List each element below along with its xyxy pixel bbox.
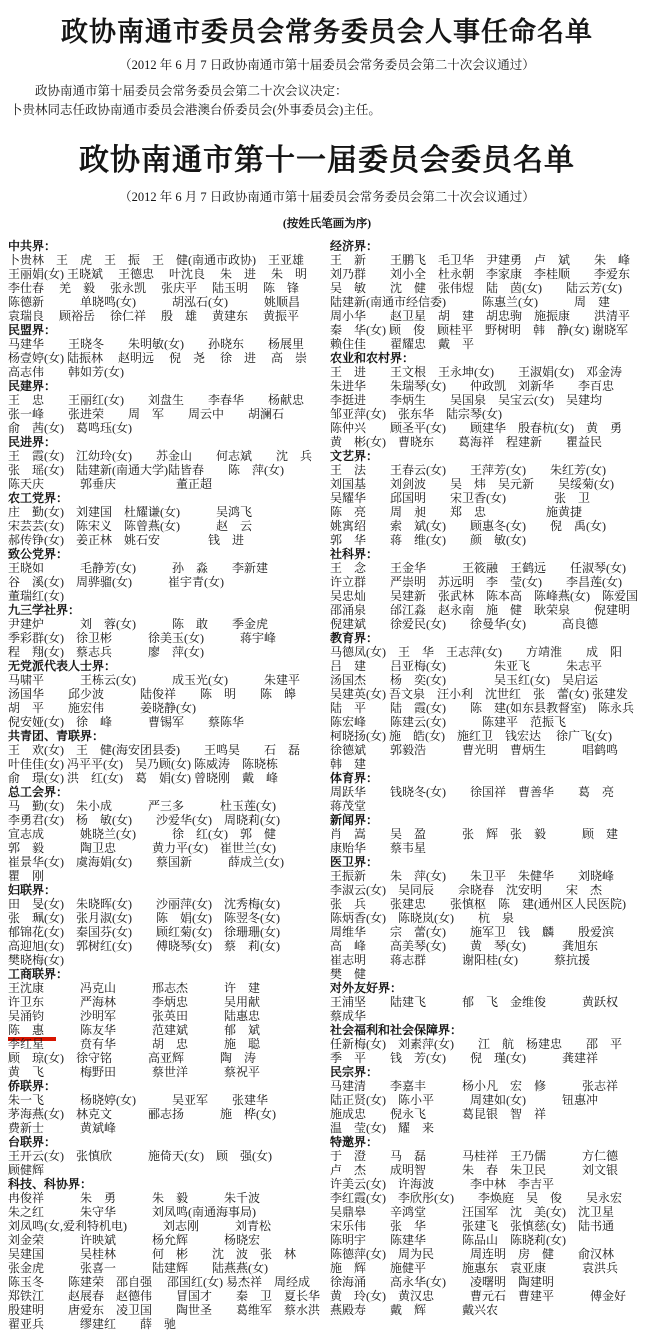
- name-row: 陈明宇 陈建华 陈品山 陈晓莉(女): [330, 1233, 566, 1247]
- name-row: 李红星 贲有华 胡 忠 施 聪: [8, 1037, 261, 1051]
- name-row: 肖 嵩 吴 盈 张 辉 张 毅 顾 建: [330, 827, 619, 841]
- category-header: 新闻界：: [330, 813, 379, 827]
- name-row: 刘金荣 许映斌 杨允辉 杨晓宏: [8, 1233, 261, 1247]
- name-row: 张 瑶(女) 陆建新(南通大学)陆皆春 陈 萍(女): [8, 463, 284, 477]
- name-row: 高 峰 高美琴(女) 黄 琴(女) 龚旭东: [330, 939, 598, 953]
- name-row: 卢 杰 成明智 朱 春 朱卫民 刘文银: [330, 1163, 619, 1177]
- name-row: 王 进 王文根 王永坤(女) 王淑娟(女) 邓金涛: [330, 365, 622, 379]
- category-section: [330, 1135, 650, 1317]
- name-row: 郭 华 蒋 维(女) 颜 敏(女): [330, 533, 526, 547]
- name-row: 陆正贤(女) 陈小平 周建如(女) 钮惠冲: [330, 1093, 598, 1107]
- name-row: 温 莹(女) 耀 来: [330, 1121, 434, 1135]
- name-row: 吴 敏 沈 健 张伟煜 陆 茵(女) 陆云芳(女): [330, 281, 622, 295]
- name-row: 俞 茜(女) 葛鸣珏(女): [8, 421, 132, 435]
- member-list-title: 政协南通市第十一届委员会委员名单: [79, 144, 575, 177]
- name-row: 燕殿寿 戴 辉 戴兴农: [330, 1303, 499, 1317]
- category-section: [8, 785, 330, 883]
- name-row: 倪建斌 徐爱民(女) 徐曼华(女) 高良德: [330, 617, 598, 631]
- name-row: 季 平 钱 芳(女) 倪 瑾(女) 龚建祥: [330, 1051, 598, 1065]
- name-row: 周小华 赵卫星 胡 建 胡忠驹 施振康 洪清平: [330, 309, 631, 323]
- name-row: 邵涌泉 邰江淼 赵永南 施 健 耿荣泉 倪建明: [330, 603, 631, 617]
- name-row: 陈 惠 陈友华 范建斌 郁 斌: [8, 1023, 330, 1037]
- appointment-content-line: 卜贵林同志任政协南通市委员会港澳台侨委员会(外事委员会)主任。: [10, 103, 381, 117]
- member-list-subtitle: （2012 年 6 月 7 日政协南通市第十届委员会常务委员会第二十次会议通过）: [119, 190, 535, 204]
- name-row: 郝传铮(女) 姜正林 姚石安 钱 进: [8, 533, 244, 547]
- category-section: [8, 491, 330, 547]
- name-row: 陈 亮 周 昶 郑 忠 施黄捷: [330, 505, 583, 519]
- name-row: 吴建英(女) 吾文泉 汪小利 沈世红 张 蕾(女) 张建发: [330, 687, 628, 701]
- name-row: 胡 平 施宏伟 姜晓静(女): [8, 701, 196, 715]
- category-header: 致公党界：: [8, 547, 69, 561]
- name-row: 徐海涌 高永华(女) 凌曙明 陶建明: [330, 1275, 554, 1289]
- category-section: [8, 659, 330, 729]
- name-row: 陈德萍(女) 周为民 周连明 房 健 俞汉林: [330, 1247, 614, 1261]
- category-header: 无党派代表人士界：: [8, 659, 117, 673]
- name-row: 陈德新 单晓鸣(女) 胡泓石(女) 姚顺昌: [8, 295, 300, 309]
- name-row: 郑铁江 赵展春 赵德伟 冒国才 秦 卫 夏长华: [8, 1289, 321, 1303]
- name-row: 费新士 黄斌峰: [8, 1121, 117, 1135]
- name-row: 冉俊祥 朱 勇 朱 毅 朱千波: [8, 1191, 261, 1205]
- category-header: 中共界：: [8, 239, 57, 253]
- category-section: [330, 351, 650, 449]
- category-section: [330, 239, 650, 351]
- name-row: 马德凤(女) 王 华 王志萍(女) 方靖淮 成 阳: [330, 645, 622, 659]
- name-row: 叶佳佳(女) 冯平平(女) 吴乃顾(女) 陈威涛 陈晓栋: [8, 757, 278, 771]
- name-row: 李淑云(女) 吴同辰 佘晓春 沈安明 宋 杰: [330, 883, 602, 897]
- name-row: 赖住佳 翟耀忠 戴 平: [330, 337, 475, 351]
- name-row: 李红霞(女) 李欣彤(女) 李焕庭 吴 俊 吴永宏: [330, 1191, 622, 1205]
- name-row: 周跃华 钱晓冬(女) 徐国祥 曹善华 葛 亮: [330, 785, 614, 799]
- category-header: 民盟界：: [8, 323, 57, 337]
- category-header: 农业和农村界：: [330, 351, 415, 365]
- category-section: [330, 449, 650, 547]
- name-row: 郭 毅 陶卫忠 黄力平(女) 崔世兰(女): [8, 841, 276, 855]
- highlighted-name: 陈 惠: [8, 1023, 56, 1041]
- name-row: 王开云(女) 张慎欣 施倚天(女) 顾 强(女): [8, 1149, 272, 1163]
- name-row: 王晓如 毛静芳(女) 孙 淼 李新建: [8, 561, 268, 575]
- name-row: 王 新 王鹏飞 毛卫华 尹建勇 卢 斌 朱 峰: [330, 253, 631, 267]
- name-row: 蔡成华: [330, 1009, 367, 1023]
- category-section: [8, 379, 330, 435]
- category-section: [8, 1135, 330, 1177]
- category-section: [8, 323, 330, 379]
- category-section: [330, 1065, 650, 1135]
- category-header: 共青团、青联界：: [8, 729, 105, 743]
- name-row: 蒋茂堂: [330, 799, 367, 813]
- name-row: 邹亚萍(女) 张东华 陆宗琴(女): [330, 407, 502, 421]
- name-row: 朱之红 朱守华 刘凤鸣(南通海事局): [8, 1205, 256, 1219]
- category-header: 医卫界：: [330, 855, 379, 869]
- category-header: 特邀界：: [330, 1135, 379, 1149]
- category-header: 总工会界：: [8, 785, 69, 799]
- category-header: 台联界：: [8, 1135, 57, 1149]
- category-section: [8, 729, 330, 785]
- right-column: [330, 239, 650, 1317]
- category-section: [8, 547, 330, 603]
- name-row: 谷 溪(女) 周骅骝(女) 崔宇青(女): [8, 575, 224, 589]
- name-row: 张金虎 张喜一 陆建辉 陆燕燕(女): [8, 1261, 268, 1275]
- category-header: 体育界：: [330, 771, 379, 785]
- category-section: [8, 1079, 330, 1135]
- name-row: 崔景华(女) 虞海娟(女) 蔡国新 薛成兰(女): [8, 855, 284, 869]
- name-row: 施成忠 倪永飞 葛昆银 智 祥: [330, 1107, 547, 1121]
- name-row: 陆建新(南通市经信委) 陈惠兰(女) 周 建: [330, 295, 610, 309]
- category-header: 九三学社界：: [8, 603, 81, 617]
- name-row: 许立群 严崇明 苏远明 李 莹(女) 李昌莲(女): [330, 575, 622, 589]
- name-row: 高志伟 韩如芳(女): [8, 365, 124, 379]
- name-row: 姚寓绍 索 斌(女) 顾惠冬(女) 倪 禹(女): [330, 519, 606, 533]
- name-row: 刘凤鸣(女,爱利特机电) 刘志刚 刘青松: [8, 1219, 271, 1233]
- left-column: [8, 239, 330, 1331]
- category-header: 妇联界：: [8, 883, 57, 897]
- name-row: 于 澄 马 磊 马桂祥 王乃儒 方仁德: [330, 1149, 619, 1163]
- category-header: 农工党界：: [8, 491, 69, 505]
- name-row: 黄 玲(女) 黄汉忠 曹元石 曹建平 傅金好: [330, 1289, 626, 1303]
- name-list-columns: [8, 239, 646, 1331]
- category-section: [330, 855, 650, 981]
- name-row: 顾健辉: [8, 1163, 45, 1177]
- name-row: 张 兵 张建忠 张慎枢 陈 建(通州区人民医院): [330, 897, 626, 911]
- category-header: 民建界：: [8, 379, 57, 393]
- name-row: 吴涌钧 沙明军 张英田 陆惠忠: [8, 1009, 261, 1023]
- name-row: 柯晓扬(女) 施 皓(女) 施红卫 钱宏达 徐广飞(女): [330, 729, 612, 743]
- category-header: 民宗界：: [330, 1065, 379, 1079]
- name-row: 殷建明 唐爱东 凌卫国 陶世圣 葛维军 蔡水洪: [8, 1303, 321, 1317]
- category-header: 侨联界：: [8, 1079, 57, 1093]
- name-row: 吴耀华 邱国明 宋卫香(女) 张 卫: [330, 491, 590, 505]
- category-header: 工商联界：: [8, 967, 69, 981]
- name-row: 顾 琼(女) 徐守铭 高亚辉 陶 涛: [8, 1051, 256, 1065]
- name-row: 张一峰 张进荣 周 军 周云中 胡澜石: [8, 407, 285, 421]
- category-header: 教育界：: [330, 631, 379, 645]
- name-row: 汤国华 邱少波 陆俊祥 陈 明 陈 皞: [8, 687, 297, 701]
- name-row: 韩 建: [330, 757, 367, 771]
- name-row: 卜贵林 王 虎 王 振 王 健(南通市政协) 王亚雄: [8, 253, 304, 267]
- name-row: 宋芸芸(女) 陈宋义 陈曾燕(女) 赵 云: [8, 519, 252, 533]
- name-row: 庄 勤(女) 刘建国 杜耀谦(女) 吴鸿飞: [8, 505, 252, 519]
- name-row: 马建华 王晓冬 朱明敏(女) 孙晓东 杨展里: [8, 337, 304, 351]
- name-row: 宋乐伟 张 华 张建飞 张慎慈(女) 陆书通: [330, 1219, 614, 1233]
- name-row: 周维华 宗 蕾(女) 施军卫 钱 麟 殷爱滨: [330, 925, 614, 939]
- category-section: [330, 1023, 650, 1065]
- name-row: 陈宏峰 陈建云(女) 陈建平 范振飞: [330, 715, 566, 729]
- name-row: 董瑞红(女): [8, 589, 64, 603]
- name-row: 田 旻(女) 朱晓晖(女) 沙丽萍(女) 沈秀梅(女): [8, 897, 280, 911]
- appointment-subtitle: （2012 年 6 月 7 日政协南通市第十届委员会常务委员会第二十次会议通过）: [119, 58, 535, 72]
- name-row: 瞿 刚: [8, 869, 45, 883]
- name-row: 王丽娟(女) 王晓斌 王德忠 叶沈良 朱 进 朱 明: [8, 267, 307, 281]
- name-row: 樊晓梅(女): [8, 953, 64, 967]
- category-header: 对外友好界：: [330, 981, 403, 995]
- category-header: 社会福利和社会保障界：: [330, 1023, 463, 1037]
- name-row: 许卫东 严海林 李炳忠 吴用献: [8, 995, 261, 1009]
- name-row: 王 忠 王丽红(女) 刘盘生 李春华 杨献忠: [8, 393, 304, 407]
- name-row: 刘乃群 刘小全 杜永朝 李家康 李桂顺 李爱东: [330, 267, 631, 281]
- name-row: 季彩群(女) 徐卫彬 徐美玉(女) 蒋宇峰: [8, 631, 276, 645]
- name-row: 李仕春 羌 毅 张永凯 张庆平 陆玉明 陈 锋: [8, 281, 300, 295]
- category-section: [330, 547, 650, 631]
- name-row: 王 霞(女) 江幼玲(女) 苏金山 何志斌 沈 兵: [8, 449, 312, 463]
- category-section: [8, 883, 330, 967]
- category-section: [330, 813, 650, 855]
- name-row: 陈天庆 郭垂庆 董正超: [8, 477, 213, 491]
- appointment-decision-line: 政协南通市第十届委员会常务委员会第二十次会议决定：: [35, 84, 348, 98]
- name-row: 王浦坚 陆建飞 郁 飞 金维俊 黄跃权: [330, 995, 619, 1009]
- name-row: 郁锦花(女) 秦国芬(女) 顾红菊(女) 徐珊珊(女): [8, 925, 280, 939]
- name-row: 任新梅(女) 刘素萍(女) 江 航 杨建忠 邵 平: [330, 1037, 622, 1051]
- name-row: 马建清 李嘉丰 杨小凡 宏 修 张志祥: [330, 1079, 619, 1093]
- name-row: 许美云(女) 许海波 李中林 李吉平: [330, 1177, 554, 1191]
- name-row: 王沈康 冯克山 邢志杰 许 建: [8, 981, 261, 995]
- name-row: 李勇君(女) 杨 敏(女) 沙爱华(女) 周晓莉(女): [8, 813, 280, 827]
- name-row: 吕 建 吕亚梅(女) 朱亚飞 朱志平: [330, 659, 602, 673]
- name-row: 高迎旭(女) 郭树红(女) 傅晓琴(女) 蔡 莉(女): [8, 939, 280, 953]
- name-row: 刘国基 刘剑波 吴 炜 吴元新 吴绥菊(女): [330, 477, 614, 491]
- category-header: 文艺界：: [330, 449, 379, 463]
- name-row: 尹建炉 刘 蓉(女) 陈 敢 季金虎: [8, 617, 268, 631]
- sort-order-note: (按姓氏笔画为序): [282, 218, 372, 230]
- name-row: 袁瑞良 顾裕岳 徐仁祥 殷 雄 黄建东 黄振平: [8, 309, 300, 323]
- name-row: 陈玉冬 陈建荣 邵自强 邵国红(女) 易杰祥 周经成: [8, 1275, 310, 1289]
- category-section: [8, 239, 330, 323]
- name-row: 张 珮(女) 张月淑(女) 陈 娟(女) 陈翌冬(女): [8, 911, 280, 925]
- name-row: 李挺进 李炳生 吴国泉 吴宝云(女) 吴建均: [330, 393, 602, 407]
- category-section: [330, 981, 650, 1023]
- name-row: 陈炳香(女) 陈晓岚(女) 杭 泉: [330, 911, 514, 925]
- category-section: [8, 1177, 330, 1331]
- name-row: 茅海燕(女) 林克文 郦志扬 施 桦(女): [8, 1107, 276, 1121]
- name-row: 朱进华 朱瑞琴(女) 仲政凯 刘新华 李百忠: [330, 379, 614, 393]
- category-section: [330, 631, 650, 771]
- name-row: 吴建国 吴桂林 何 彬 沈 波 张 林: [8, 1247, 297, 1261]
- category-section: [330, 771, 650, 813]
- name-row: 秦 华(女) 顾 俊 顾桂平 野树明 韩 静(女) 谢晓军: [330, 323, 628, 337]
- name-row: 康贻华 蔡韦星: [330, 841, 427, 855]
- name-row: 朱一飞 杨晓婷(女) 吴亚军 张建华: [8, 1093, 268, 1107]
- category-header: 民进界：: [8, 435, 57, 449]
- name-row: 黄 飞 梅野田 蔡世洋 蔡祝平: [8, 1065, 261, 1079]
- name-row: 王振新 朱 萍(女) 朱卫平 朱健华 刘晓峰: [330, 869, 614, 883]
- name-row: 吴忠灿 吴建新 张武林 陈本高 陈峰燕(女) 陈爱国: [330, 589, 638, 603]
- name-row: 施 辉 施健平 施惠东 袁亚康 袁洪兵: [330, 1261, 619, 1275]
- name-row: 倪安娅(女) 徐 峰 曹锡军 蔡陈华: [8, 715, 244, 729]
- name-row: 汤国杰 杨 奕(女) 吴玉红(女) 吴启运: [330, 673, 598, 687]
- name-row: 吴鼎皋 辛鸿堂 汪国军 沈 美(女) 沈卫星: [330, 1205, 614, 1219]
- name-row: 马啸平 王栋云(女) 成玉光(女) 朱建平: [8, 673, 300, 687]
- name-row: 徐德斌 郭毅浩 曹光明 曹炳生 唱鹤鸣: [330, 743, 619, 757]
- category-section: [8, 603, 330, 659]
- category-section: [8, 967, 330, 1079]
- name-row: 王 法 王春云(女) 王萍芳(女) 朱红芳(女): [330, 463, 606, 477]
- category-section: [8, 435, 330, 491]
- name-row: 樊 健: [330, 967, 367, 981]
- appointment-title: 政协南通市委员会常务委员会人事任命名单: [61, 17, 593, 47]
- category-header: 经济界：: [330, 239, 379, 253]
- name-row: 崔志明 蒋志群 谢阳桂(女) 蔡抗援: [330, 953, 590, 967]
- name-row: 陈仲兴 顾圣平(女) 顾建华 殷春杭(女) 黄 勇: [330, 421, 622, 435]
- name-row: 杨壹婷(女) 陆振林 赵明远 倪 尧 徐 进 高 崇: [8, 351, 307, 365]
- name-row: 王 欢(女) 王 健(海安团县委) 王鸣昊 石 磊: [8, 743, 300, 757]
- name-row: 翟亚兵 缪建红 薛 驰: [8, 1317, 177, 1331]
- category-header: 科技、科协界：: [8, 1177, 93, 1191]
- name-row: 程 翔(女) 蔡志兵 廖 萍(女): [8, 645, 204, 659]
- name-row: 王 念 王金华 王筱融 王鹤远 任淑琴(女): [330, 561, 626, 575]
- category-header: 社科界：: [330, 547, 379, 561]
- name-row: 陆 平 陆 霞(女) 陈 建(如东县教督室) 陈永兵: [330, 701, 634, 715]
- name-row: 黄 彬(女) 曹晓东 葛海祥 程建新 瞿益民: [330, 435, 602, 449]
- name-row: 宣志成 姚晓兰(女) 徐 红(女) 郭 健: [8, 827, 276, 841]
- name-row: 俞 璟(女) 洪 红(女) 葛 娟(女) 曾晓刚 戴 峰: [8, 771, 278, 785]
- name-row: 马 勤(女) 朱小成 严三多 杜玉莲(女): [8, 799, 276, 813]
